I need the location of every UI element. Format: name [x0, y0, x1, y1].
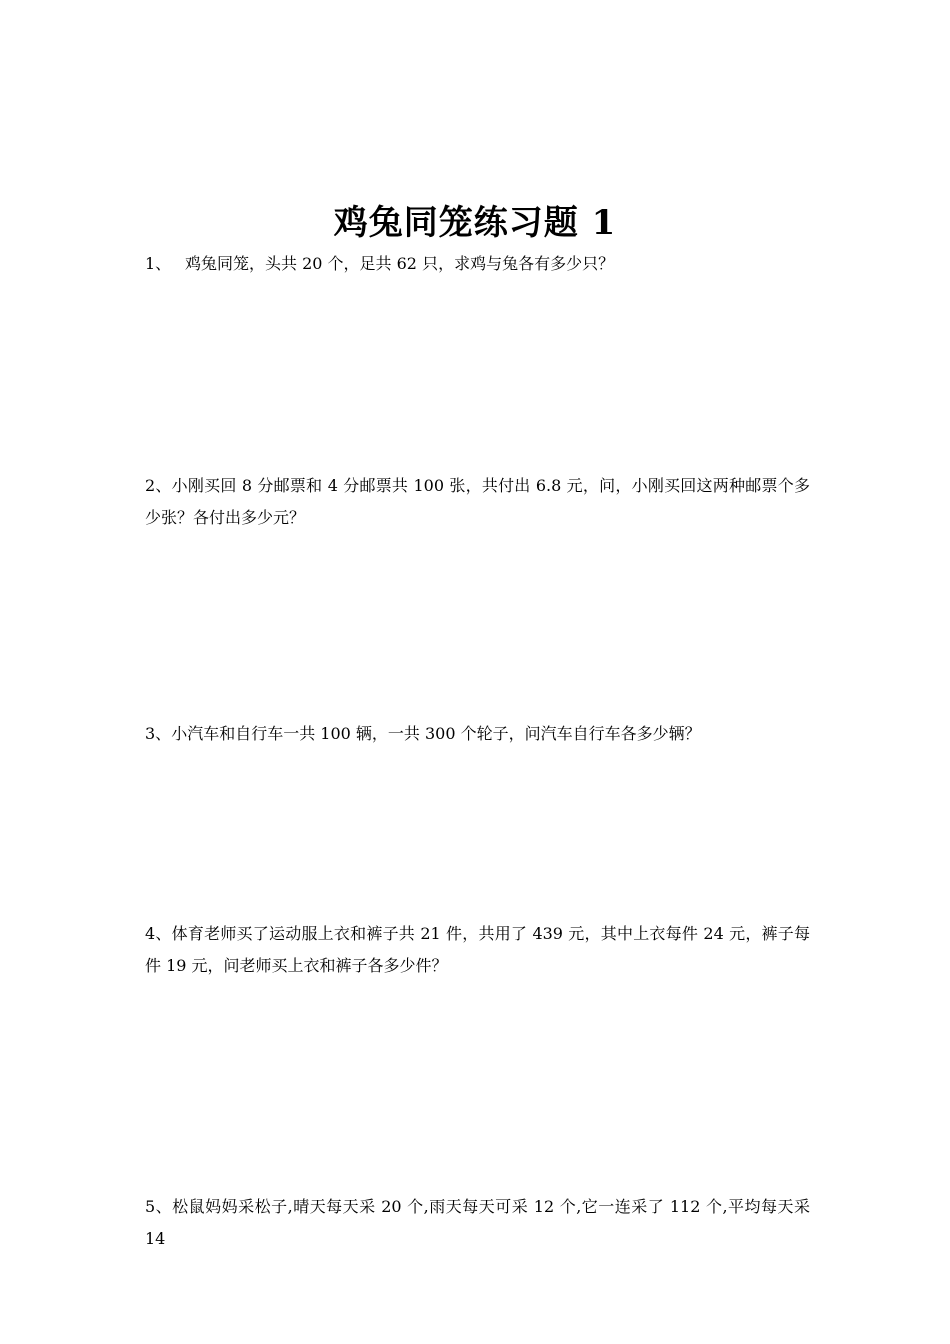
question-number: 4、 [145, 924, 172, 943]
question-text: 小刚买回 8 分邮票和 4 分邮票共 100 张，共付出 6.8 元，问，小刚买回这两种邮票个多少张？各付出多少元？ [145, 476, 810, 527]
question-text: 松鼠妈妈采松子,晴天每天采 20 个,雨天每天可采 12 个,它一连采了 112 个,平均每天采 14 [145, 1197, 810, 1248]
question-3 [145, 718, 810, 750]
question-number: 2、 [145, 476, 172, 495]
question-text: 小汽车和自行车一共 100 辆，一共 300 个轮子，问汽车自行车各多少辆？ [171, 724, 701, 743]
question-text: 鸡兔同笼，头共 20 个，足共 62 只，求鸡与兔各有多少只？ [185, 254, 615, 273]
question-number: 5、 [145, 1197, 173, 1216]
question-1 [145, 248, 810, 280]
question-number: 3、 [145, 724, 172, 743]
question-text: 体育老师买了运动服上衣和裤子共 21 件，共用了 439 元，其中上衣每件 24 元，裤子每件 19 元，问老师买上衣和裤子各多少件？ [145, 924, 810, 975]
question-number: 1、 [145, 254, 172, 273]
question-5 [145, 1191, 810, 1255]
page-title: 鸡兔同笼练习题 1 [333, 203, 617, 243]
question-2 [145, 470, 810, 534]
question-4 [145, 918, 810, 982]
